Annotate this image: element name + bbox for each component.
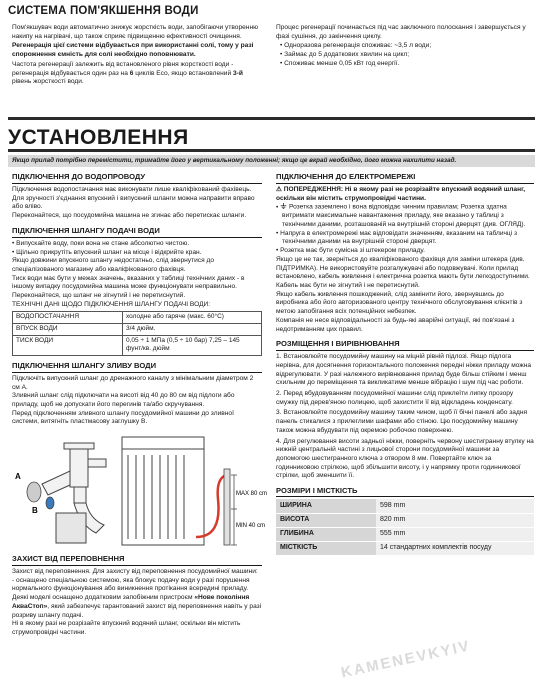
max-height-label: MAX 80 cm (236, 491, 268, 498)
table-caption: ТЕХНІЧНІ ДАНІ ЩОДО ПІДКЛЮЧЕННЯ ШЛАНГУ ПОДАЧІ ВОДИ: (12, 300, 211, 308)
paragraph: Якщо кабель живлення пошкоджений, слід замінити його, звернувшись до виробника або його авторизованого центру технічного обслуговування клієнтів з метою запобігання всіх потенційних небезпек. (276, 290, 523, 316)
height-markers (231, 475, 237, 545)
paragraph: Підключіть випускний шланг до дренажного каналу з мінімальним діаметром 2 см A. (12, 374, 254, 391)
section-heading: РОЗМІРИ І МІСТКІСТЬ (276, 486, 534, 497)
drain-illustration (12, 429, 268, 549)
left-column (12, 172, 268, 643)
table-row (276, 499, 534, 513)
list-item: 2. Перед вбудовуванням посудомийної машини слід приклеїти липку прозору смужку під дерев'яною полицею, щоб захистити її від відкладень конденсату. (276, 390, 514, 406)
table-row (276, 513, 534, 527)
regeneration-list (276, 42, 534, 68)
paragraph: Ні в якому разі не розрізайте впускний водяний шланг, оскільки він містить струмопровідні частини. (12, 620, 241, 636)
positioning-steps (276, 353, 534, 481)
section-divider (8, 149, 535, 152)
list-item: 3. Встановлюйте посудомийну машину таким чином, щоб її бічні панелі або задня панель стикалися з прилеглими шафами або стіною. Цю посудомийну машину також можна вбудувати під окремою робочою поверхнею. (276, 409, 528, 434)
table-key: ГЛИБИНА (276, 527, 376, 541)
positioning-section (276, 339, 534, 481)
drain-pipe (224, 469, 230, 545)
table-value: 820 mm (376, 513, 534, 527)
paragraph: Компанія не несе відповідальності за будь-які аварійні ситуації, які пов'язані з недотриманням цих правил. (276, 316, 515, 333)
table-key: ТИСК ВОДИ (13, 335, 123, 355)
section-heading: ЗАХИСТ ВІД ПЕРЕПОВНЕННЯ (12, 554, 262, 566)
drain-diagram (12, 429, 268, 549)
section-heading: ПІДКЛЮЧЕННЯ ШЛАНГУ ЗЛИВУ ВОДИ (12, 361, 262, 373)
softener-regeneration-note: Регенерація цієї системи відбувається при використанні солі, тому у разі спорожнення ємність для солі необхідно поповнювати. (12, 42, 254, 59)
table-value: 14 стандартних комплектів посуду (376, 541, 534, 555)
paragraph: Тиск води має бути у межах значень, вказаних у таблиці технічних даних - в іншому випадку посудомийна машина може функціонувати неправильно. (12, 274, 245, 291)
paragraph: Якщо довжини впускного шлангу недостатньо, слід звернутися до спеціалізованого магазину або кваліфікованого фахівця. (12, 257, 215, 273)
inlet-spec-table (12, 311, 262, 355)
table-key: ВПУСК ВОДИ (13, 324, 123, 336)
list-item: • Напруга в електромережі має відповідати значенням, вказаним на табличці з технічними даними на внутрішній стороні дверцят. (276, 230, 534, 247)
paragraph: Підключення водопостачання має виконувати лише кваліфікований фахівець. (12, 186, 252, 194)
table-row (276, 541, 534, 555)
paragraph: Переконайтеся, що шланг не зігнутий і не перетиснутий. (12, 292, 186, 300)
table-value: 555 mm (376, 527, 534, 541)
section-heading: РОЗМІЩЕННЯ І ВИРІВНЮВАННЯ (276, 339, 534, 351)
watermark: KAMENEVKYIV (339, 637, 473, 682)
table-row (276, 527, 534, 541)
table-value: 3/4 дюйм. (123, 324, 262, 336)
section-divider (8, 117, 535, 120)
electric-warning: ⚠ ПОПЕРЕДЖЕННЯ: Ні в якому разі не розрізайте впускний водяний шланг, оскільки він містить струмопровідні частини. (276, 186, 526, 202)
ground-icon (280, 203, 287, 210)
table-key: ШИРИНА (276, 499, 376, 513)
right-column (276, 172, 534, 556)
table-key: МІСТКІСТЬ (276, 541, 376, 555)
table-key: ВОДОПОСТАЧАННЯ (13, 312, 123, 324)
softener-left-column (12, 24, 262, 88)
section-heading: ПІДКЛЮЧЕННЯ ДО ЕЛЕКТРОМЕРЕЖІ (276, 172, 534, 184)
installation-title: УСТАНОВЛЕННЯ (8, 126, 189, 149)
socket-requirements (276, 203, 534, 255)
list-item: • Споживає менше 0,05 кВт год енергії. (280, 60, 534, 69)
label-a: A (15, 472, 21, 482)
paragraph: Перед підключенням зливного шлангу посудомийної машини до зливної системи, витягніть пластмасову заглушку B. (12, 409, 234, 426)
electric-section (276, 172, 534, 334)
paragraph: - оснащено спеціальною системою, яка блокує подачу води у разі порушення нормального функціонування або виникнення протікання всередині приладу. (12, 576, 250, 593)
paragraph: Захист від переповнення. Для захисту від переповнення посудомийної машини: (12, 568, 258, 576)
section-heading: ПІДКЛЮЧЕННЯ ШЛАНГУ ПОДАЧІ ВОДИ (12, 226, 262, 238)
softener-paragraph: Пом'якшувач води автоматично знижує жорсткість води, запобігаючи утворенню накипу на нагрівачі, що також сприяє підвищенню ефективності очищення. (12, 24, 259, 40)
min-height-label: MIN 40 cm (236, 523, 266, 530)
dimensions-section (276, 486, 534, 556)
list-item: 1. Встановлюйте посудомийну машину на міцній рівній підлозі. Якщо підлога нерівна, для досягнення горизонтального положення передні ніжки приладу можна відрегулювати. У разі належного вирівнювання прилад буде більш стійким і менш схильним до переміщення та викликатиме менше вібрацію і шум під час роботи. (276, 353, 532, 387)
paragraph: Для зручності з'єднання впускний і випускний шланги можна направити вправо або вліво. (12, 194, 255, 211)
flood-protection-section (12, 554, 262, 638)
dimensions-table (276, 499, 534, 556)
list-item: • Розетка заземлено і вона відповідає чинним правилам; Розетка здатна витримати максимальне навантаження приладу, яке вказано у таблиці з технічними даними, розташованій на внутрішній стороні дверцят (див. ОГЛЯД). (276, 203, 534, 229)
siphon-fitting (42, 443, 106, 543)
table-value: 0,05 ÷ 1 МПа (0,5 ÷ 10 бар) 7,25 – 145 фунт/кв. дюйм (123, 335, 262, 355)
paragraph: Кабель має бути не зігнутий і не перетиснутий. (276, 282, 420, 289)
paragraph: Зливний шланг слід підключати на висоті від 40 до 80 см від підлоги або приладу, щоб не допускати його перегинів та/або скручування. (12, 392, 235, 408)
label-b: B (32, 506, 38, 516)
list-item: • Розетка має бути сумісна зі штекером приладу. (276, 247, 534, 256)
table-value: холодне або гаряче (макс. 60°C) (123, 312, 262, 324)
softener-frequency-paragraph: Частота регенерації залежить від встановленого рівня жорсткості води - регенерація відбувається один раз на 6 циклів Eco, якщо встановлений 3-й рівень жорсткості води. (12, 60, 243, 86)
inlet-steps (12, 240, 262, 257)
drain-hose-section (12, 360, 268, 549)
softener-title: СИСТЕМА ПОМ'ЯКШЕННЯ ВОДИ (8, 5, 199, 17)
table-row (13, 335, 262, 355)
table-row (13, 324, 262, 336)
list-item: • Займає до 5 додаткових хвилин на цикл; (280, 51, 534, 60)
inlet-hose-section (12, 226, 262, 356)
drain-hose (196, 475, 226, 537)
list-item: • Щільно прикрутіть впускний шланг на місце і відкрийте кран. (12, 249, 262, 258)
section-heading: ПІДКЛЮЧЕННЯ ДО ВОДОПРОВОДУ (12, 172, 262, 184)
regeneration-intro: Процес регенерації починається під час заключного полоскання і завершується у фазі сушіння, до закінчення циклу. (276, 24, 526, 40)
paragraph: Переконайтеся, що посудомийна машина не згинає або перетискає шланги. (12, 212, 247, 220)
warning-icon: ⚠ (276, 186, 284, 194)
tilt-warning-bar: Якщо прилад потрібно перемістити, тримайте його у вертикальному положенні; якщо це вкрай необхідно, його можна нахилити назад. (8, 155, 535, 167)
water-connection-section (12, 172, 262, 221)
paragraph: Деякі моделі оснащено додатковим запобіжним пристроєм «Нове покоління АкваСтоп», який забезпечує гарантований захист від переповнення навіть у разі розриву шлангу подачі. (12, 594, 262, 619)
table-row (13, 312, 262, 324)
table-key: ВИСОТА (276, 513, 376, 527)
list-item: • Одноразова регенерація споживає: ~3,5 л води; (280, 42, 534, 51)
paragraph: Якщо це не так, зверніться до кваліфікованого фахівця для заміни штекера (див. ПІДТРИМКА). Не використовуйте розгалужувачі або подовжувачі. Коли прилад встановлено, кабель живлення і електрична розетка мають бути легкодоступними. (276, 255, 530, 281)
list-item: 4. Для регулювання висоти задньої ніжки, поверніть червону шестигранну втулку на нижній центральній частині з лицьової сторони посудомийної машини за допомогою шестигранного ключа з отвором 8 мм. Повертайте ключ за годинниковою стрілкою, щоб збільшити висоту, і у напрямку проти годинникової стрілки, щоб зменшити її. (276, 437, 534, 480)
dishwasher-outline (122, 437, 204, 545)
softener-right-column (276, 24, 534, 69)
table-value: 598 mm (376, 499, 534, 513)
list-item: • Випускайте воду, поки вона не стане абсолютно чистою. (12, 240, 262, 249)
